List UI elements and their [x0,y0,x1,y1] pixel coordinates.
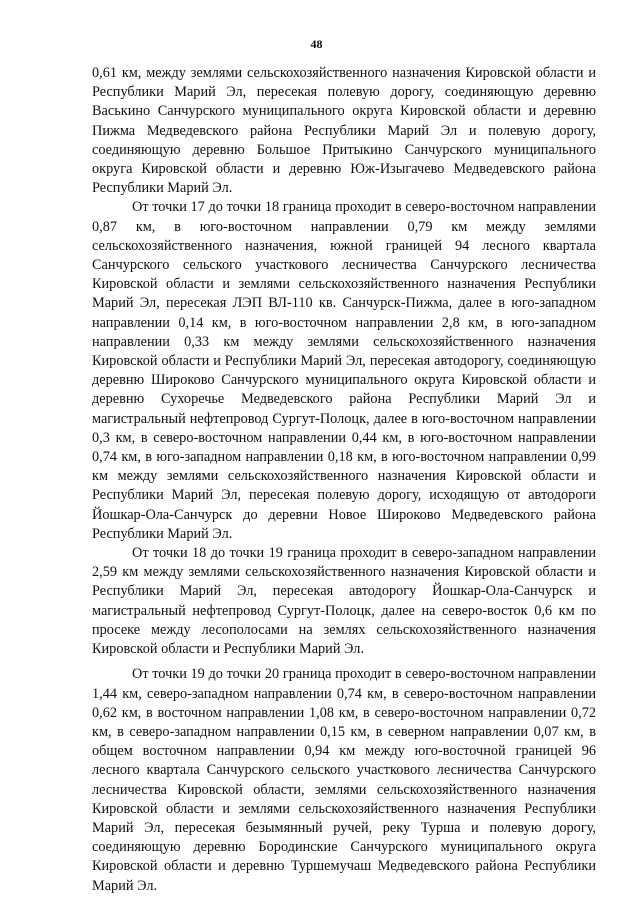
paragraph-point-18-19: От точки 18 до точки 19 граница проходит в северо-западном направлении 2,59 км между землями сельскохозяйственного назначения Кировской области и Республики Марий Эл, пересекая автодорогу Йошкар-Ола-Санчурск и магистральный нефтепровод Сургут-Полоцк, далее на северо-восток 0,6 км по просеке между лесополосами на землях сельскохозяйственного назначения Кировской области и Республики Марий Эл. [92,545,596,658]
paragraph-continuation: 0,61 км, между землями сельскохозяйственного назначения Кировской области и Республики Марий Эл, пересекая полевую дорогу, соединяющую деревню Васькино Санчурского муниципального округа Кировской области и деревню Пижма Медведевского района Республики Марий Эл и полевую дорогу, соединяющую деревню Большое Притыкино Санчурского муниципального округа Кировской области и деревню Юж-Изыгачево Медведевского района Республики Марий Эл. [92,65,596,197]
document-body [92,64,596,896]
page-number: 48 [310,37,323,51]
paragraph-point-19-20: От точки 19 до точки 20 граница проходит в северо-восточном направлении 1,44 км, северо-западном направлении 0,74 км, в северо-восточном направлении 0,62 км, в восточном направлении 1,08 км, в северо-восточном направлении 0,72 км, в северо-западном направлении 0,15 км, в северном направлении 0,07 км, в общем восточном направлении 0,94 км между юго-восточной границей 96 лесного квартала Санчурского сельского участкового лесничества Санчурского лесничества Кировской области, землями сельскохозяйственного назначения Кировской области и землями сельскохозяйственного назначения Республики Марий Эл, пересекая безымянный ручей, реку Турша и полевую дорогу, соединяющую деревню Бородинские Санчурского муниципального округа Кировской области и деревню Туршемучаш Медведевского района Республики Марий Эл. [92,666,596,894]
paragraph-point-17-18: От точки 17 до точки 18 граница проходит в северо-восточном направлении 0,87 км, в юго-восточном направлении 0,79 км между землями сельскохозяйственного назначения, южной границей 94 лесного квартала Санчурского сельского участкового лесничества Санчурского лесничества Кировской области и землями сельскохозяйственного назначения Республики Марий Эл, пересекая ЛЭП ВЛ-110 кв. Санчурск-Пижма, далее в юго-западном направлении 0,14 км, в юго-восточном направлении 2,8 км, в юго-западном направлении 0,33 км между землями сельскохозяйственного назначения Кировской области и Республики Марий Эл, пересекая автодорогу, соединяющую деревню Широково Санчурского муниципального округа Кировской области и деревню Сухоречье Медведевского района Республики Марий Эл и магистральный нефтепровод Сургут-Полоцк, далее в юго-восточном направлении 0,3 км, в северо-восточном направлении 0,44 км, в юго-восточном направлении 0,74 км, в юго-западном направлении 0,18 км, в юго-восточном направлении 0,99 км между землями сельскохозяйственного назначения Кировской области и Республики Марий Эл, пересекая полевую дорогу, исходящую от автодороги Йошкар-Ола-Санчурск до деревни Новое Широково Медведевского района Республики Марий Эл. [92,199,596,542]
